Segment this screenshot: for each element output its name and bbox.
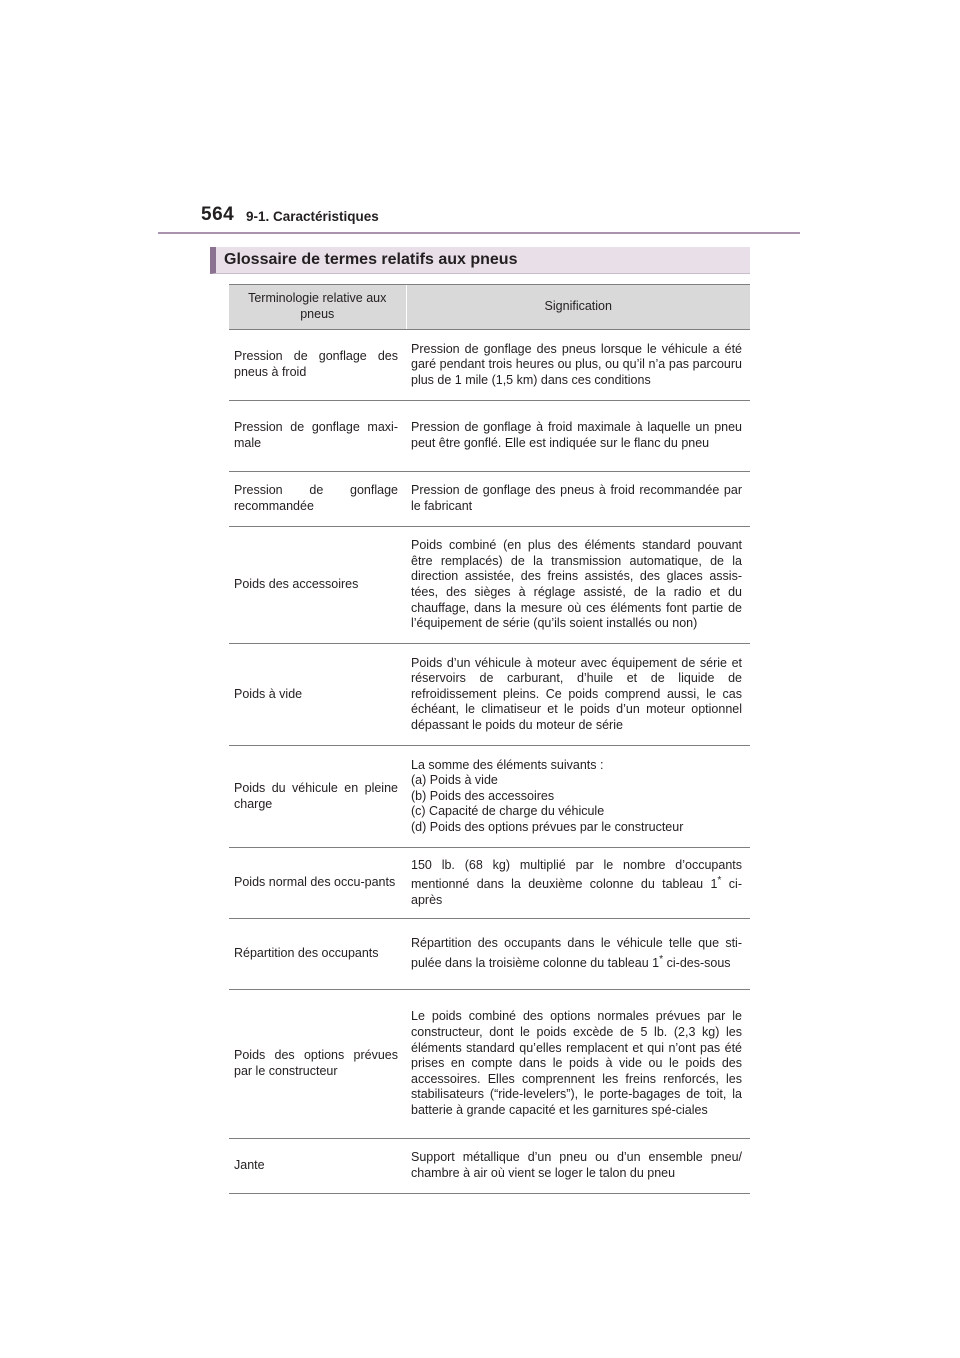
column-header-term: Terminologie relative aux pneus [229, 285, 406, 330]
term-cell: Poids normal des occu-pants [229, 848, 406, 919]
meaning-intro: La somme des éléments suivants : [411, 757, 604, 772]
term-cell: Poids des accessoires [229, 527, 406, 644]
list-item: (b) Poids des accessoires [411, 788, 555, 803]
meaning-text: 150 lb. (68 kg) multiplié par le nombre d’occupants mentionné dans la deuxième colonne du tableau 1 [411, 857, 742, 892]
meaning-cell [406, 746, 750, 848]
term-cell: Poids du véhicule en pleine charge [229, 746, 406, 848]
table-row [229, 746, 750, 848]
glossary-heading-text: Glossaire de termes relatifs aux pneus [224, 251, 518, 268]
meaning-cell: Poids combiné (en plus des éléments standard pouvant être remplacés) de la transmission automatique, de la direction assistée, des freins assistés, des glaces assis-tées, des sièges à réglage assisté, de la radio et du chauffage, dans la mesure où ces éléments font partie de l’équipement de série (qu’ils soient installés ou non) [406, 527, 750, 644]
table-row [229, 472, 750, 527]
table-row [229, 1139, 750, 1194]
term-cell: Pression de gonflage des pneus à froid [229, 330, 406, 401]
meaning-cell: Pression de gonflage à froid maximale à laquelle un pneu peut être gonflé. Elle est indiquée sur le flanc du pneu [406, 401, 750, 472]
meaning-cell: Support métallique d’un pneu ou d’un ensemble pneu/ chambre à air où vient se loger le talon du pneu [406, 1139, 750, 1194]
term-cell: Pression de gonflage recommandée [229, 472, 406, 527]
table-row [229, 401, 750, 472]
list-item: (c) Capacité de charge du véhicule [411, 804, 605, 819]
meaning-cell: Poids d’un véhicule à moteur avec équipement de série et réservoirs de carburant, d’huile et de liquide de refroidissement pleins. Ce poids comprend aussi, le cas échéant, le climatiseur et le poids d’un moteur optionnel dépassant le poids du moteur de série [406, 644, 750, 746]
meaning-cell [406, 848, 750, 919]
meaning-text-tail: ci-après [411, 877, 742, 907]
table-row [229, 848, 750, 919]
table-row [229, 919, 750, 990]
list-item: (d) Poids des options prévues par le constructeur [411, 819, 684, 834]
section-title: 9-1. Caractéristiques [246, 209, 379, 224]
meaning-text-tail: ci-des-sous [663, 956, 731, 971]
meaning-cell: Pression de gonflage des pneus lorsque le véhicule a été garé pendant trois heures ou plus, ou qu’il n’a pas parcouru plus de 1 mile (1,5 km) dans ces conditions [406, 330, 750, 401]
table-header-row [229, 285, 750, 330]
term-cell: Poids à vide [229, 644, 406, 746]
meaning-cell [406, 919, 750, 990]
list-item: (a) Poids à vide [411, 773, 498, 788]
meaning-cell: Pression de gonflage des pneus à froid recommandée par le fabricant [406, 472, 750, 527]
table-row [229, 990, 750, 1139]
term-cell: Répartition des occupants [229, 919, 406, 990]
term-cell: Poids des options prévues par le constructeur [229, 990, 406, 1139]
glossary-heading [210, 247, 750, 274]
meaning-text: Répartition des occupants dans le véhicule telle que sti-pulée dans la troisième colonne du tableau 1 [411, 936, 742, 971]
header-divider [158, 232, 800, 234]
table-row [229, 527, 750, 644]
table-row [229, 644, 750, 746]
footnote-asterisk: * [659, 953, 664, 965]
glossary-table [229, 284, 750, 1194]
term-cell: Pression de gonflage maxi-male [229, 401, 406, 472]
column-header-meaning: Signification [406, 285, 750, 330]
meaning-cell: Le poids combiné des options normales prévues par le constructeur, dont le poids excède de 5 lb. (2,3 kg) les éléments standard qu’elles remplacent et qui n’ont pas été prises en compte dans le poids à vide ou le poids des accessoires. Elles comprennent les freins renforcés, les stabilisateurs (“ride-levelers”), le porte-bagages de toit, la batterie à grande capacité et les garnitures spé-ciales [406, 990, 750, 1139]
term-cell: Jante [229, 1139, 406, 1194]
footnote-asterisk: * [717, 875, 722, 887]
page-number: 564 [201, 204, 235, 225]
table-row [229, 330, 750, 401]
